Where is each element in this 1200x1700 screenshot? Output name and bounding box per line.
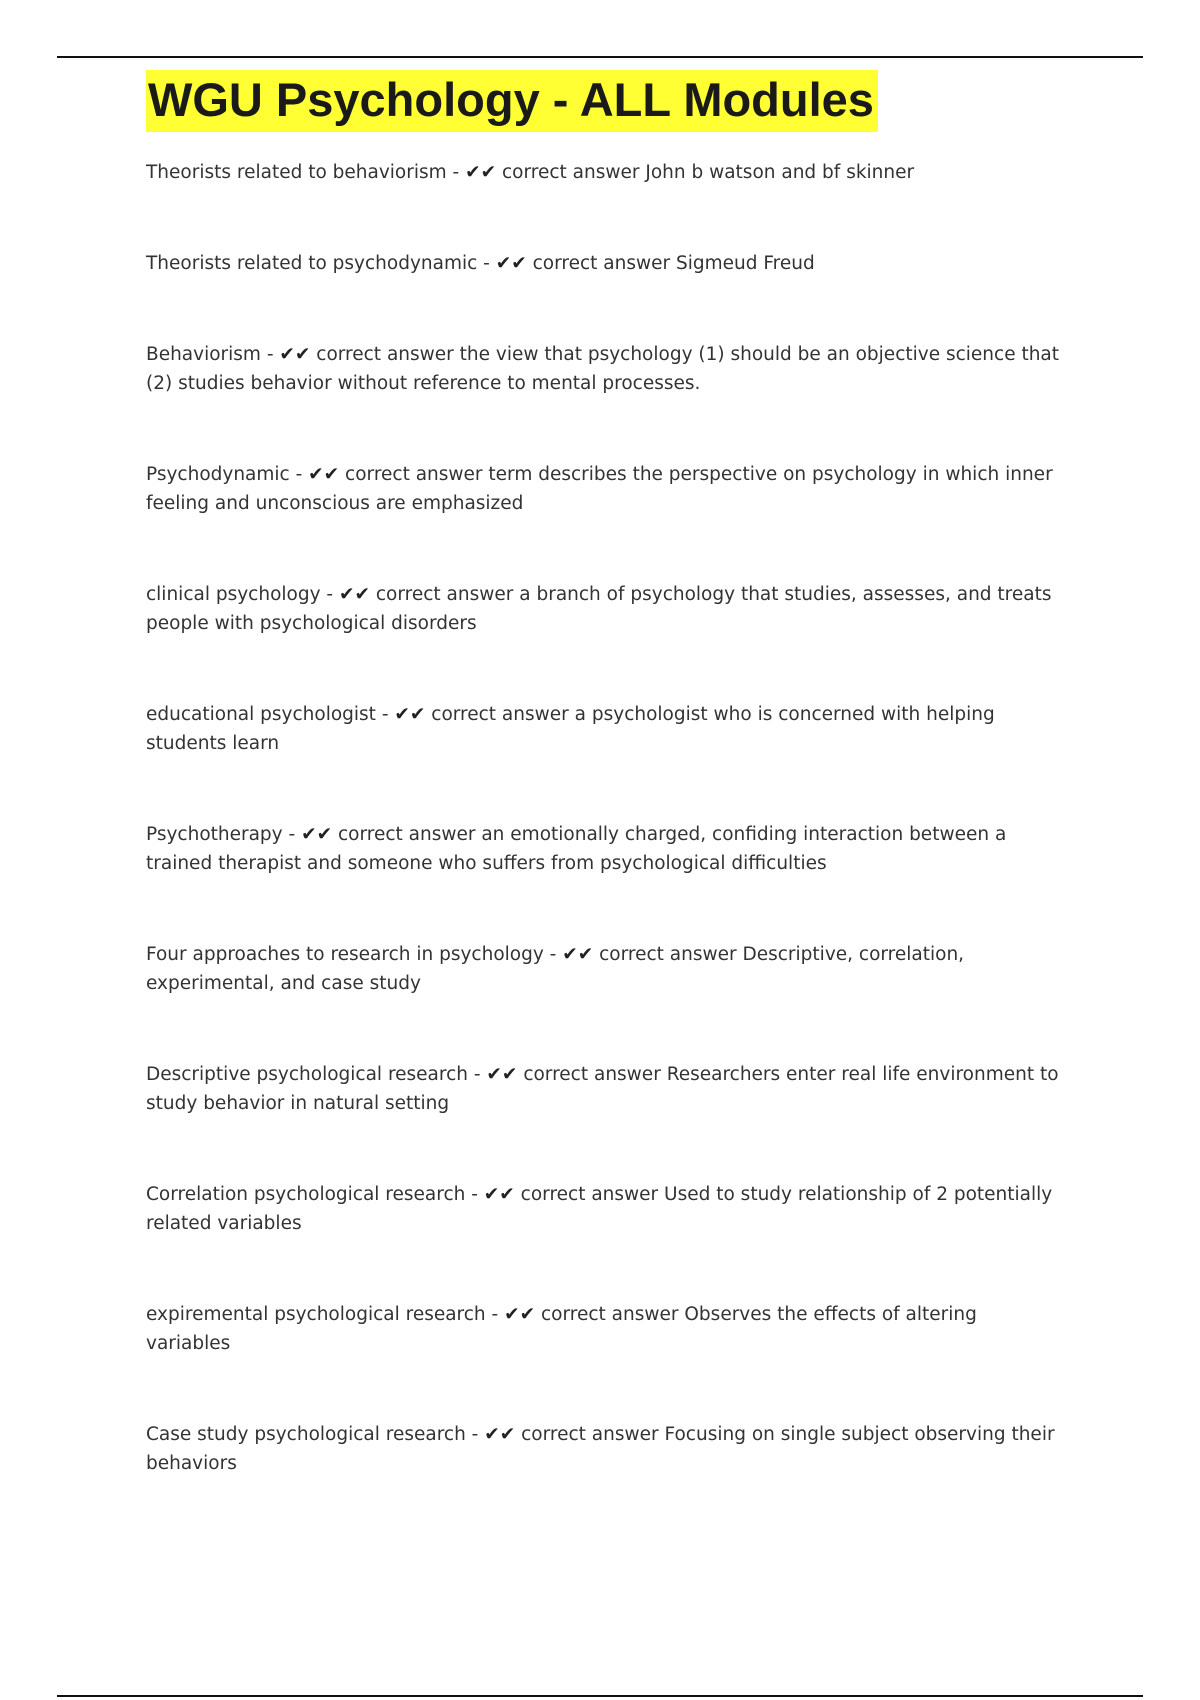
qa-term: Theorists related to behaviorism xyxy=(146,162,447,183)
qa-separator: - xyxy=(465,1184,484,1205)
qa-list xyxy=(146,158,1066,1478)
qa-answer: Researchers enter real life environment to study behavior in natural setting xyxy=(146,1064,1059,1114)
check-icon: ✔✔ xyxy=(279,344,311,365)
answer-prefix: correct answer xyxy=(332,824,482,845)
qa-separator: - xyxy=(465,1424,485,1445)
qa-answer: a psychologist who is concerned with helping students learn xyxy=(146,704,995,754)
qa-separator: - xyxy=(467,1064,487,1085)
check-icon: ✔✔ xyxy=(301,824,333,845)
qa-answer: Focusing on single subject observing their behaviors xyxy=(146,1424,1055,1474)
qa-answer: term describes the perspective on psychology in which inner feeling and unconscious are emphasized xyxy=(146,464,1053,514)
document-body xyxy=(146,70,1066,1540)
qa-term: Theorists related to psychodynamic xyxy=(146,253,478,274)
qa-separator: - xyxy=(289,464,309,485)
qa-item xyxy=(146,1420,1066,1478)
qa-item xyxy=(146,158,1066,187)
qa-item xyxy=(146,580,1066,638)
qa-item xyxy=(146,1300,1066,1358)
answer-prefix: correct answer xyxy=(370,584,520,605)
answer-prefix: correct answer xyxy=(496,162,646,183)
bottom-rule xyxy=(57,1695,1143,1697)
qa-separator: - xyxy=(260,344,280,365)
qa-term: Psychotherapy xyxy=(146,824,283,845)
qa-answer: John b watson and bf skinner xyxy=(645,162,915,183)
qa-item xyxy=(146,700,1066,758)
qa-item xyxy=(146,340,1066,398)
check-icon: ✔✔ xyxy=(484,1424,516,1445)
qa-separator: - xyxy=(485,1304,505,1325)
answer-prefix: correct answer xyxy=(515,1424,665,1445)
check-icon: ✔✔ xyxy=(504,1304,536,1325)
qa-separator: - xyxy=(375,704,395,725)
qa-answer: Descriptive, correlation, experimental, and case study xyxy=(146,944,965,994)
qa-answer: Used to study relationship of 2 potentially related variables xyxy=(146,1184,1053,1234)
qa-separator: - xyxy=(477,253,496,274)
qa-separator: - xyxy=(320,584,339,605)
top-rule xyxy=(57,56,1143,58)
answer-prefix: correct answer xyxy=(310,344,460,365)
qa-term: Case study psychological research xyxy=(146,1424,466,1445)
qa-answer: a branch of psychology that studies, assesses, and treats people with psychological disorders xyxy=(146,584,1052,634)
qa-answer: Observes the effects of altering variables xyxy=(146,1304,977,1354)
qa-item xyxy=(146,460,1066,518)
qa-term: Four approaches to research in psychology xyxy=(146,944,544,965)
qa-separator: - xyxy=(543,944,563,965)
qa-item xyxy=(146,820,1066,878)
qa-item xyxy=(146,1060,1066,1118)
qa-item xyxy=(146,940,1066,998)
qa-separator: - xyxy=(446,162,466,183)
check-icon: ✔✔ xyxy=(483,1184,515,1205)
check-icon: ✔✔ xyxy=(562,944,594,965)
answer-prefix: correct answer xyxy=(514,1184,665,1205)
qa-term: Descriptive psychological research xyxy=(146,1064,468,1085)
answer-prefix: correct answer xyxy=(535,1304,685,1325)
qa-term: educational psychologist xyxy=(146,704,376,725)
check-icon: ✔✔ xyxy=(465,162,497,183)
qa-term: clinical psychology xyxy=(146,584,321,605)
qa-term: expiremental psychological research xyxy=(146,1304,486,1325)
answer-prefix: correct answer xyxy=(526,253,676,274)
answer-prefix: correct answer xyxy=(339,464,489,485)
qa-item xyxy=(146,1180,1066,1238)
check-icon: ✔✔ xyxy=(338,584,370,605)
qa-answer: Sigmeud Freud xyxy=(676,253,815,274)
qa-answer: an emotionally charged, confiding interaction between a trained therapist and someone who suffers from psychological difficulties xyxy=(146,824,1007,874)
qa-separator: - xyxy=(282,824,302,845)
answer-prefix: correct answer xyxy=(593,944,743,965)
qa-term: Psychodynamic xyxy=(146,464,290,485)
qa-term: Correlation psychological research xyxy=(146,1184,466,1205)
document-title: WGU Psychology - ALL Modules xyxy=(146,70,878,132)
answer-prefix: correct answer xyxy=(425,704,575,725)
check-icon: ✔✔ xyxy=(486,1064,518,1085)
qa-item xyxy=(146,249,1066,278)
qa-answer: the view that psychology (1) should be an objective science that (2) studies behavior without reference to mental processes. xyxy=(146,344,1060,394)
qa-term: Behaviorism xyxy=(146,344,261,365)
answer-prefix: correct answer xyxy=(517,1064,667,1085)
check-icon: ✔✔ xyxy=(308,464,340,485)
check-icon: ✔✔ xyxy=(495,253,527,274)
check-icon: ✔✔ xyxy=(394,704,426,725)
